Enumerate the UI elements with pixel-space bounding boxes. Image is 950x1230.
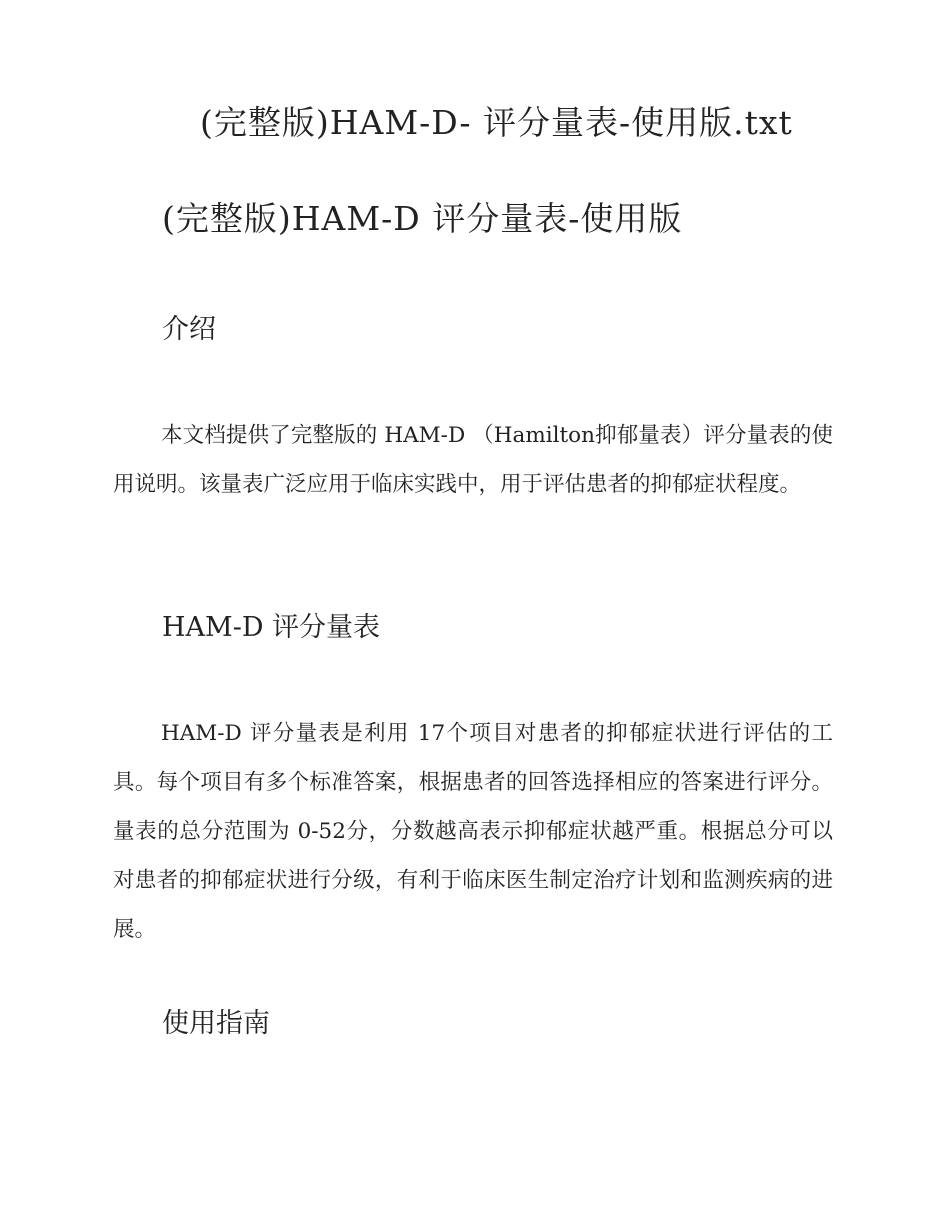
section-paragraph-ham-d-scale: HAM-D 评分量表是利用 17个项目对患者的抑郁症状进行评估的工具。每个项目有多个标准答案，根据患者的回答选择相应的答案进行评分。量表的总分范围为 0-52分，分数越高表示抑郁症状越严重。根据总分可以对患者的抑郁症状进行分级，有利于临床医生制定治疗计划和监测疾病的进展。 <box>113 721 833 942</box>
section-paragraph-introduction: 本文档提供了完整版的 HAM-D （Hamilton抑郁量表）评分量表的使用说明。该量表广泛应用于临床实践中，用于评估患者的抑郁症状程度。 <box>113 423 833 497</box>
section-heading-usage-guide: 使用指南 <box>162 1008 270 1039</box>
section-heading-introduction: 介绍 <box>162 314 216 345</box>
document-title: (完整版)HAM-D 评分量表-使用版 <box>162 199 683 238</box>
section-heading-ham-d-scale: HAM-D 评分量表 <box>162 612 381 643</box>
document-file-title: (完整版)HAM-D- 评分量表-使用版.txt <box>200 103 793 142</box>
